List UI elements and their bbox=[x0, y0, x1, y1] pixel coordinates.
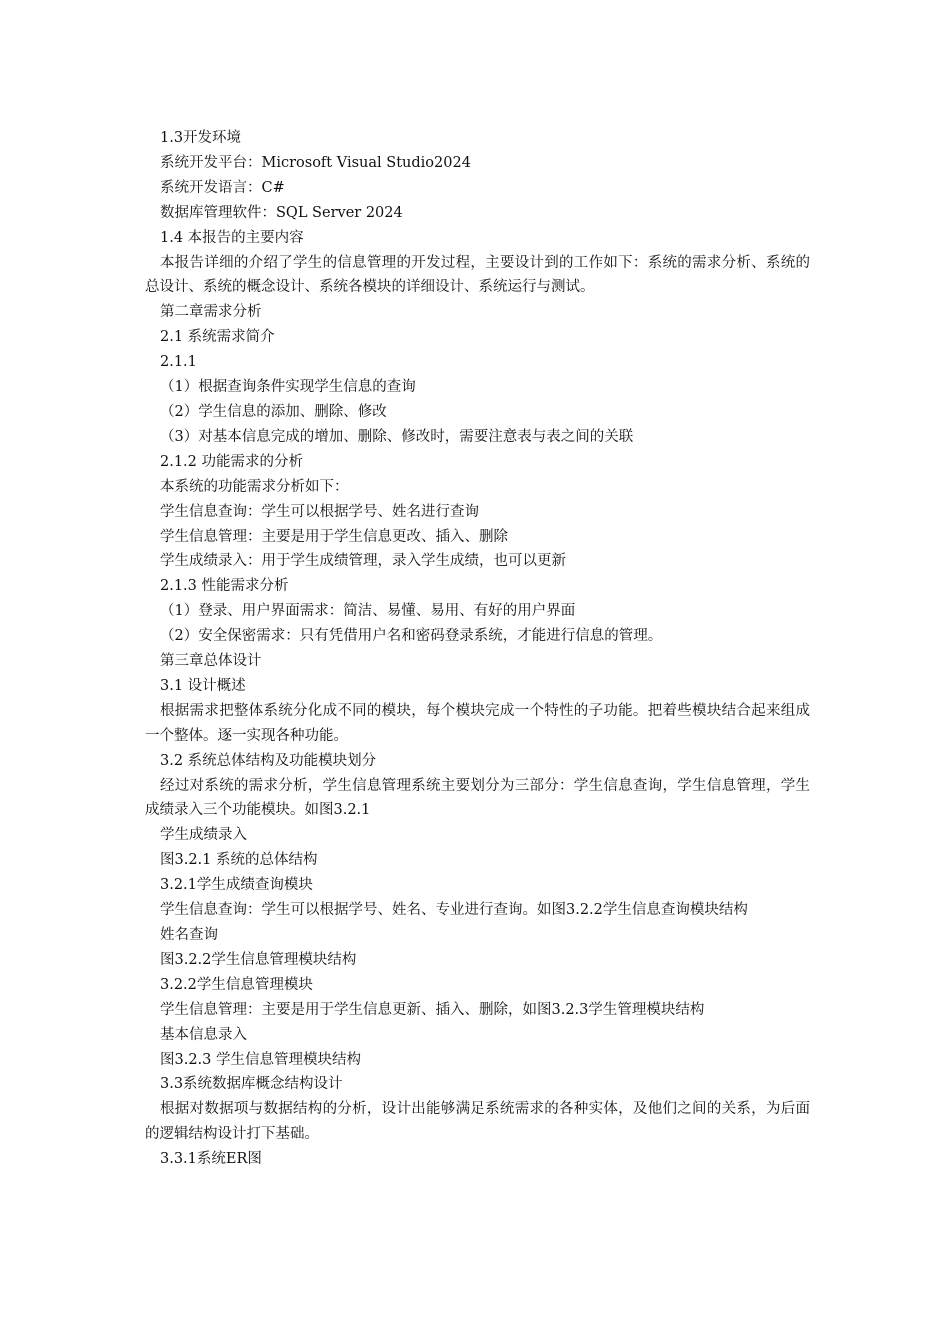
text-line: 学生信息管理：主要是用于学生信息更新、插入、删除，如图3.2.3学生管理模块结构 bbox=[160, 1001, 705, 1018]
text-line: 基本信息录入 bbox=[160, 1026, 247, 1043]
list-item: （1）根据查询条件实现学生信息的查询 bbox=[160, 379, 416, 396]
text-line: 本系统的功能需求分析如下： bbox=[160, 478, 349, 495]
section-heading: 1.4 本报告的主要内容 bbox=[160, 229, 304, 246]
section-heading: 3.2 系统总体结构及功能模块划分 bbox=[160, 752, 377, 769]
section-heading: 2.1.3 性能需求分析 bbox=[160, 578, 289, 595]
text-line: 数据库管理软件：SQL Server 2024 bbox=[160, 204, 403, 221]
figure-caption: 图3.2.1 系统的总体结构 bbox=[160, 852, 318, 869]
figure-caption: 图3.2.3 学生信息管理模块结构 bbox=[160, 1051, 362, 1068]
list-item: （1）登录、用户界面需求：简洁、易懂、易用、有好的用户界面 bbox=[160, 603, 576, 620]
chapter-heading: 第二章需求分析 bbox=[160, 304, 262, 321]
text-line: 学生成绩录入 bbox=[160, 827, 247, 844]
text-line: 系统开发语言：C# bbox=[160, 179, 285, 196]
section-heading: 3.1 设计概述 bbox=[160, 677, 246, 694]
text-line: 姓名查询 bbox=[160, 927, 218, 943]
paragraph: 根据对数据项与数据结构的分析，设计出能够满足系统需求的各种实体，及他们之间的关系，为后面的逻辑结构设计打下基础。 bbox=[145, 1101, 810, 1143]
document-body bbox=[145, 126, 810, 1172]
text-line: 学生信息查询：学生可以根据学号、姓名进行查询 bbox=[160, 503, 479, 520]
section-heading: 1.3开发环境 bbox=[160, 130, 242, 146]
section-heading: 3.2.2学生信息管理模块 bbox=[160, 976, 313, 993]
text-line: 学生信息管理：主要是用于学生信息更改、插入、删除 bbox=[160, 528, 508, 545]
chapter-heading: 第三章总体设计 bbox=[160, 653, 262, 670]
list-item: （2）学生信息的添加、删除、修改 bbox=[160, 403, 387, 420]
section-heading: 3.2.1学生成绩查询模块 bbox=[160, 877, 313, 894]
paragraph: 学生信息查询：学生可以根据学号、姓名、专业进行查询。如图3.2.2学生信息查询模块结构 bbox=[160, 902, 748, 919]
section-heading: 2.1.1 bbox=[160, 354, 197, 371]
paragraph: 经过对系统的需求分析，学生信息管理系统主要划分为三部分：学生信息查询，学生信息管理，学生成绩录入三个功能模块。如图3.2.1 bbox=[145, 777, 810, 819]
figure-caption: 图3.2.2学生信息管理模块结构 bbox=[160, 951, 357, 968]
section-heading: 2.1 系统需求简介 bbox=[160, 329, 275, 346]
section-heading: 2.1.2 功能需求的分析 bbox=[160, 453, 304, 470]
text-line: 学生成绩录入：用于学生成绩管理，录入学生成绩，也可以更新 bbox=[160, 553, 566, 570]
list-item: （2）安全保密需求：只有凭借用户名和密码登录系统，才能进行信息的管理。 bbox=[160, 628, 663, 645]
list-item: （3）对基本信息完成的增加、删除、修改时，需要注意表与表之间的关联 bbox=[160, 428, 634, 445]
paragraph: 根据需求把整体系统分化成不同的模块，每个模块完成一个特性的子功能。把着些模块结合起来组成一个整体。逐一实现各种功能。 bbox=[145, 702, 810, 744]
paragraph: 本报告详细的介绍了学生的信息管理的开发过程，主要设计到的工作如下：系统的需求分析、系统的总设计、系统的概念设计、系统各模块的详细设计、系统运行与测试。 bbox=[145, 254, 810, 296]
section-heading: 3.3.1系统ER图 bbox=[160, 1151, 262, 1168]
text-line: 系统开发平台：Microsoft Visual Studio2024 bbox=[160, 154, 471, 171]
section-heading: 3.3系统数据库概念结构设计 bbox=[160, 1076, 343, 1093]
